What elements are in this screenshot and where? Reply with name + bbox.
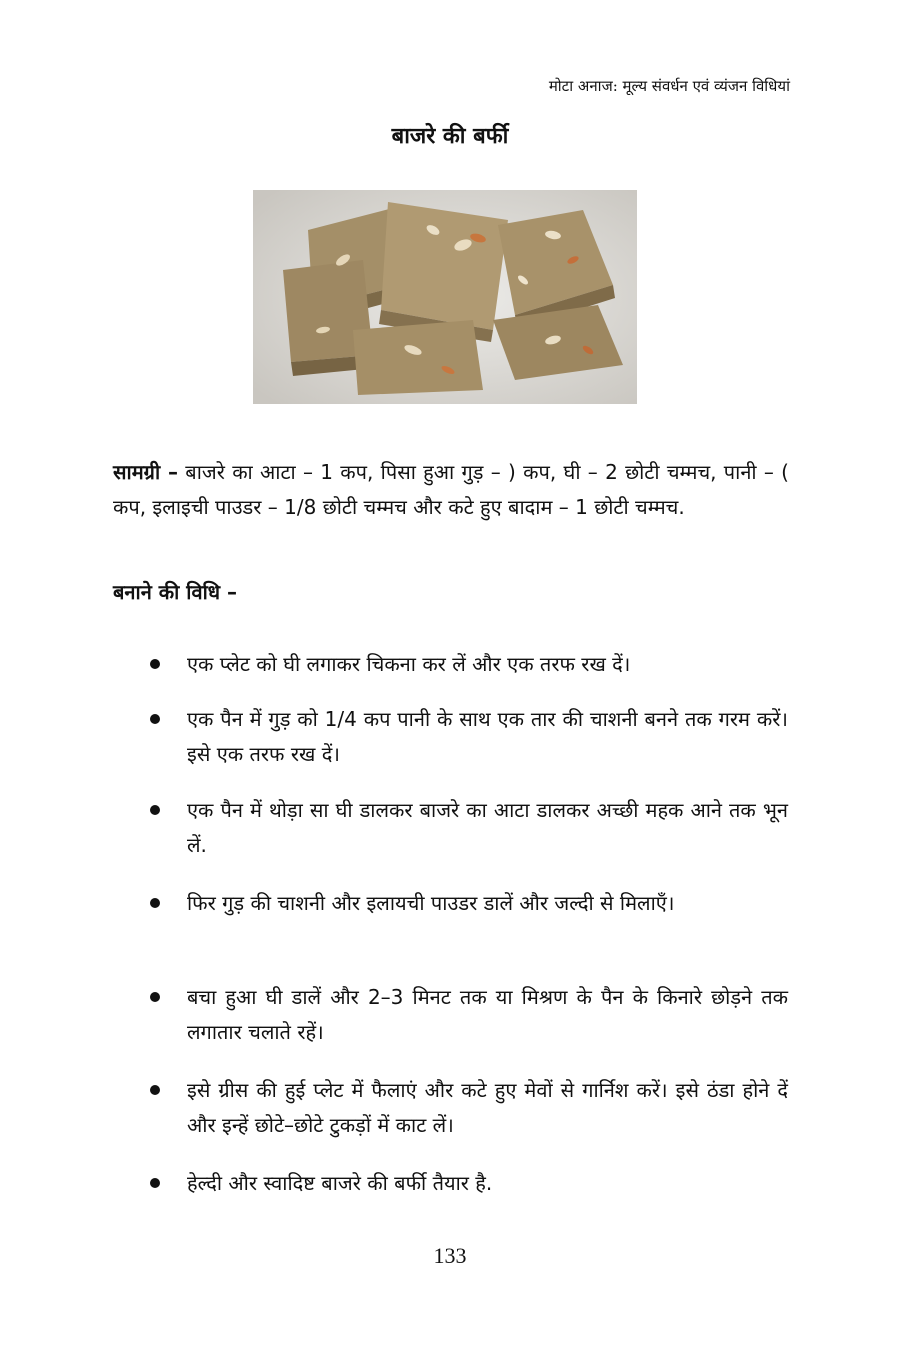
recipe-title: बाजरे की बर्फी <box>391 124 509 149</box>
step-text: बचा हुआ घी डालें और 2–3 मिनट तक या मिश्रण के पैन के किनारे छोड़ने तक लगातार चलाते रहें। <box>187 985 788 1044</box>
bullet-icon <box>150 714 160 724</box>
bullet-icon <box>150 898 160 908</box>
step-text: इसे ग्रीस की हुई प्लेट में फैलाएं और कटे हुए मेवों से गार्निश करें। इसे ठंडा होने दें और इन्हें छोटे–छोटे टुकड़ों में काट लें। <box>187 1078 788 1137</box>
bullet-icon <box>150 805 160 815</box>
running-header: मोटा अनाज: मूल्य संवर्धन एवं व्यंजन विधियां <box>548 77 790 95</box>
method-heading: बनाने की विधि – <box>113 580 238 604</box>
step-text: एक प्लेट को घी लगाकर चिकना कर लें और एक तरफ रख दें। <box>187 652 631 676</box>
ingredients-label: सामग्री – <box>113 460 179 484</box>
bullet-icon <box>150 992 160 1002</box>
ingredients-text: बाजरे का आटा – 1 कप, पिसा हुआ गुड़ – ) कप, घी – 2 छोटी चम्मच, पानी – ( कप, इलाइची पाउडर – 1/8 छोटी चम्मच और कटे हुए बादाम – 1 छोटी चम्मच. <box>113 460 789 519</box>
bullet-icon <box>150 1085 160 1095</box>
step-text: हेल्दी और स्वादिष्ट बाजरे की बर्फी तैयार है. <box>187 1171 493 1195</box>
page-number: 133 <box>433 1243 467 1268</box>
ingredients-paragraph <box>113 455 789 525</box>
barfi-photo <box>253 190 637 404</box>
step-text: फिर गुड़ की चाशनी और इलायची पाउडर डालें और जल्दी से मिलाएँ। <box>187 891 675 915</box>
bullet-icon <box>150 659 160 669</box>
step-text: एक पैन में गुड़ को 1/4 कप पानी के साथ एक तार की चाशनी बनने तक गरम करें। इसे एक तरफ रख दें। <box>187 707 788 766</box>
step-text: एक पैन में थोड़ा सा घी डालकर बाजरे का आटा डालकर अच्छी महक आने तक भून लें. <box>187 798 788 857</box>
bullet-icon <box>150 1178 160 1188</box>
